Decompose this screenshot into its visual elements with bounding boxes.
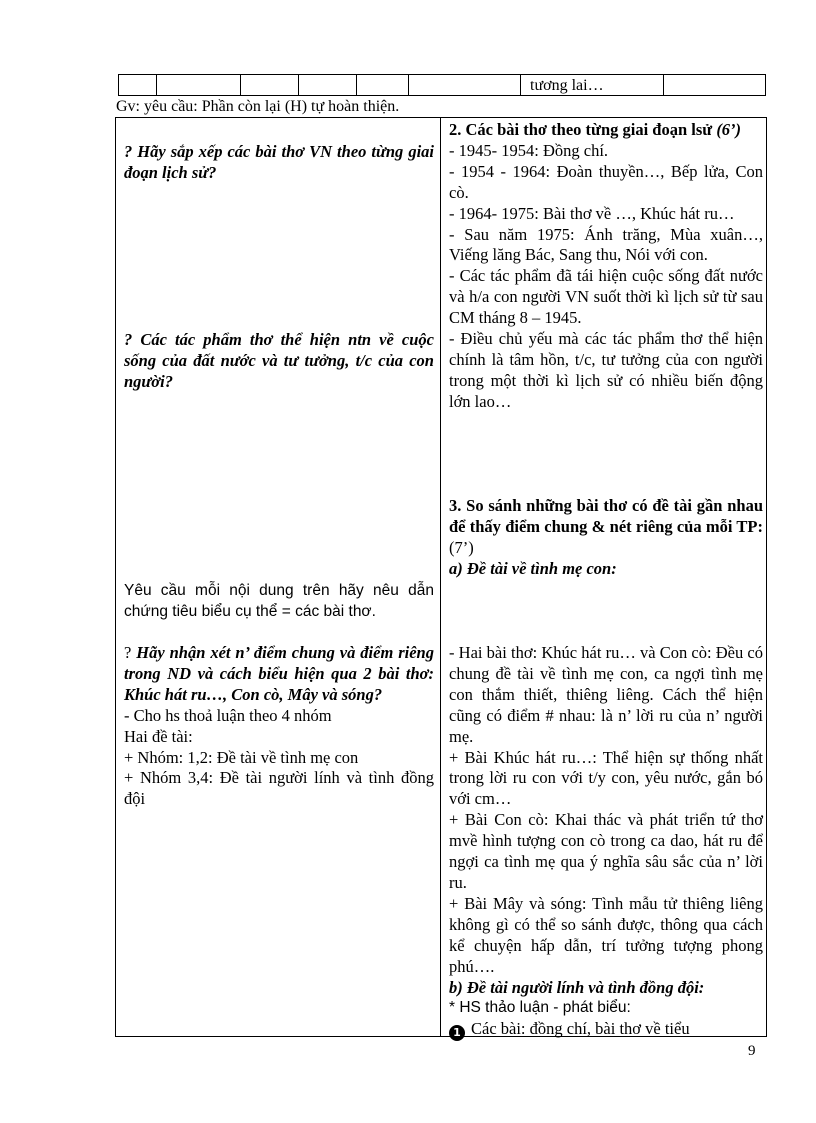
answer-line: + Bài Khúc hát ru…: Thể hiện sự thống nhất trong lời ru con với t/y con, yêu nước, gắn bó với cm…	[449, 747, 763, 809]
question-1-text: ? Hãy sắp xếp các bài thơ VN theo từng giai đoạn lịch sử?	[124, 142, 434, 182]
top-table-row	[118, 74, 766, 96]
question-3-text: Hãy nhận xét n’ điểm chung và điểm riêng trong ND và cách biểu hiện qua 2 bài thơ: Khúc hát ru…, Con cò, Mây và sóng?	[124, 643, 434, 704]
question-2-text: ? Các tác phẩm thơ thể hiện ntn về cuộc sống của đất nước và tư tưởng, t/c của con người?	[124, 330, 434, 391]
subsection-b-heading: b) Đề tài người lính và tình đồng đội:	[449, 977, 705, 997]
answer-section-2	[449, 120, 763, 413]
table-cell	[357, 75, 409, 95]
answer-line: * HS thảo luận - phát biểu:	[449, 999, 631, 1017]
top-row-text: tương lai…	[530, 77, 604, 94]
answer-line: - 1945- 1954: Đồng chí.	[449, 140, 609, 160]
answer-line: - 1954 - 1964: Đoàn thuyền…, Bếp lửa, Con cò.	[449, 161, 763, 202]
left-line: - Cho hs thoả luận theo 4 nhóm	[124, 705, 332, 725]
requirement	[124, 581, 434, 623]
question-1	[124, 142, 434, 184]
section-2-heading: 2. Các bài thơ theo từng giai đoạn lsử	[449, 120, 713, 139]
question-2	[124, 330, 434, 393]
answer-line: + Bài Mây và sóng: Tình mẫu tử thiêng liêng không gì có thể so sánh được, thông qua cách kể chuyện hấp dẫn, trí tưởng tượng phong phú….	[449, 893, 763, 976]
answer-line: Các bài: đồng chí, bài thơ về tiểu	[471, 1019, 690, 1039]
left-line: + Nhóm 3,4: Đề tài người lính và tình đồng đội	[124, 768, 434, 809]
table-cell	[299, 75, 357, 95]
left-line: Hai đề tài:	[124, 726, 193, 746]
answer-line: - Các tác phẩm đã tái hiện cuộc sống đất nước và h/a con người VN suốt thời kì lịch sử từ sau CM tháng 8 – 1945.	[449, 266, 763, 328]
section-3-time: (7’)	[449, 537, 474, 557]
teacher-instruction: Gv: yêu cầu: Phần còn lại (H) tự hoàn thiện.	[116, 98, 400, 115]
answer-line: - Điều chủ yếu mà các tác phẩm thơ thể hiện chính là tâm hồn, t/c, tư tưởng của con người trong một thời kì lịch sử có nhiều biến động lớn lao…	[449, 329, 763, 411]
subsection-a	[449, 643, 763, 1041]
table-cell	[409, 75, 521, 95]
column-divider	[440, 117, 441, 1037]
table-cell	[241, 75, 299, 95]
answer-line: + Bài Con cò: Khai thác và phát triển tứ thơ mvề hình tượng con cò trong ca dao, hát ru để ngợi ca tình mẹ qua ý nghĩa sâu sắc của n’ lời ru.	[449, 810, 763, 892]
requirement-text: Yêu cầu mỗi nội dung trên hãy nêu dẫn chứng tiêu biểu cụ thể = các bài thơ.	[124, 582, 434, 620]
answer-line: - Sau năm 1975: Ánh trăng, Mùa xuân…, Viếng lăng Bác, Sang thu, Nói với con.	[449, 224, 763, 265]
section-2-time: (6’)	[716, 120, 742, 139]
answer-line: - 1964- 1975: Bài thơ về …, Khúc hát ru…	[449, 203, 735, 223]
answer-section-3	[449, 496, 763, 580]
page-number: 9	[748, 1043, 756, 1059]
table-cell	[119, 75, 157, 95]
subsection-a-heading: a) Đề tài về tình mẹ con:	[449, 558, 617, 578]
section-3-heading: 3. So sánh những bài thơ có đề tài gần nhau để thấy điểm chung & nét riêng của mỗi TP:	[449, 496, 763, 536]
question-3	[124, 643, 434, 810]
answer-line: - Hai bài thơ: Khúc hát ru… và Con cò: Đều có chung đề tài về tình mẹ con, ca ngợi tình mẹ con thắm thiết, thiêng liêng. Cách thể hiện cũng có điểm # nhau: là n’ lời ru của n’ người mẹ.	[449, 643, 763, 746]
question-3-prefix: ?	[124, 643, 137, 662]
numbered-bullet-icon: 1	[449, 1025, 465, 1041]
left-line: + Nhóm: 1,2: Đề tài về tình mẹ con	[124, 747, 359, 767]
table-cell	[157, 75, 241, 95]
